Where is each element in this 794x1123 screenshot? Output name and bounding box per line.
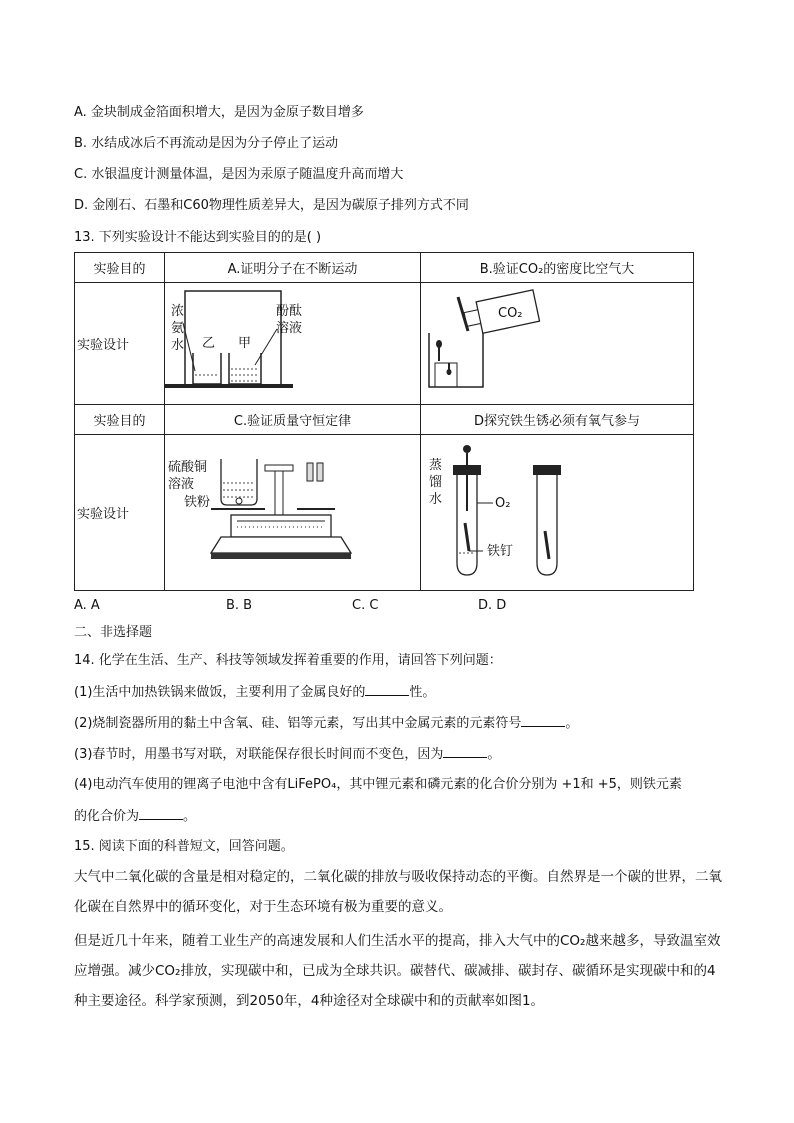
option-c-title: C.验证质量守恒定律 (165, 405, 421, 435)
label-iron-nail: 铁钉 (487, 544, 514, 559)
q14-part-3 (74, 745, 500, 764)
figure-b (421, 283, 693, 404)
q15-stem: 15. 阅读下面的科普短文，回答问题。 (74, 839, 294, 854)
q13-option-c: C. C (352, 598, 379, 613)
q15-paragraph-2: 但是近几十年来，随着工业生产的高速发展和人们生活水平的提高，排入大气中的CO₂越来越多，导致温室效应增强。减少CO₂排放，实现碳中和，已成为全球共识。碳替代、碳减排、碳封存、碳循环是实现碳中和的4种主要途径。科学家预测，到2050年，4种途径对全球碳中和的贡献率如图1。 (74, 933, 721, 1009)
q14-p4-line2: 的化合价为 (74, 809, 140, 824)
q13-option-d: D. D (478, 598, 507, 613)
answer-blank-2[interactable] (521, 714, 565, 727)
figure-c (165, 435, 420, 590)
q12-option-d: D. 金刚石、石墨和C60物理性质差异大，是因为碳原子排列方式不同 (74, 198, 469, 213)
section-title: 二、非选择题 (74, 625, 153, 640)
q14-p4-end: 。 (183, 809, 197, 824)
label-beaker-yi: 乙 (202, 336, 216, 351)
q13-stem: 13. 下列实验设计不能达到实验目的的是( ) (74, 230, 322, 245)
q14-p3-end: 。 (487, 747, 501, 762)
figure-d-cell (421, 435, 694, 591)
q13-option-a: A. A (74, 598, 100, 613)
option-d-title: D探究铁生锈必须有氧气参与 (421, 405, 694, 435)
experiment-table (74, 252, 694, 591)
answer-blank-1[interactable] (365, 683, 409, 696)
q12-option-a: A. 金块制成金箔面积增大，是因为金原子数目增多 (74, 105, 364, 120)
q14-stem: 14. 化学在生活、生产、科技等领域发挥着重要的作用，请回答下列问题： (74, 653, 502, 668)
figure-a (165, 283, 420, 404)
label-ammonia: 浓氨水 (171, 304, 185, 353)
q14-part-4-cont (74, 807, 196, 826)
label-phenolphthalein: 酚酞溶液 (276, 304, 303, 336)
design-label: 实验设计 (75, 283, 165, 405)
figure-c-cell (165, 435, 421, 591)
label-co2-bottle: CO₂ (498, 306, 523, 321)
q15-paragraph-1: 大气中二氧化碳的含量是相对稳定的，二氧化碳的排放与吸收保持动态的平衡。自然界是一个碳的世界，二氧化碳在自然界中的循环变化，对于生态环境有极为重要的意义。 (74, 869, 722, 915)
purpose-label-2: 实验目的 (75, 405, 165, 435)
figure-b-cell (421, 283, 694, 405)
answer-blank-3[interactable] (443, 745, 487, 758)
q12-option-b: B. 水结成冰后不再流动是因为分子停止了运动 (74, 136, 339, 151)
answer-blank-4[interactable] (139, 807, 183, 820)
option-a-title: A.证明分子在不断运动 (165, 253, 421, 283)
label-copper-sulfate: 硫酸铜溶液 (168, 460, 208, 492)
option-b-title: B.验证CO₂的密度比空气大 (421, 253, 694, 283)
design-label-2: 实验设计 (75, 435, 165, 591)
q14-p2-end: 。 (565, 716, 579, 731)
co2-pouring-diagram (421, 283, 693, 404)
q14-p1-text: (1)生活中加热铁锅来做饭，主要利用了金属良好的 (74, 685, 366, 700)
q14-part-4 (74, 776, 682, 794)
q14-part-2 (74, 714, 578, 733)
label-distilled-water: 蒸馏水 (429, 458, 443, 507)
figure-d (421, 435, 693, 590)
q14-part-1 (74, 683, 435, 702)
q14-p1-end: 性。 (409, 685, 436, 700)
label-oxygen: O₂ (495, 496, 511, 511)
q14-p2-text: (2)烧制瓷器所用的黏土中含氧、硅、铝等元素，写出其中金属元素的元素符号 (74, 716, 522, 731)
q12-option-c: C. 水银温度计测量体温，是因为汞原子随温度升高而增大 (74, 167, 404, 182)
q13-option-b: B. B (226, 598, 253, 613)
label-iron-powder: 铁粉 (184, 495, 211, 510)
q14-p4-text: (4)电动汽车使用的锂离子电池中含有LiFePO₄，其中锂元素和磷元素的化合价分别为 +1和 +5，则铁元素 (74, 777, 682, 792)
label-beaker-jia: 甲 (238, 336, 252, 351)
iron-rust-diagram (421, 435, 693, 590)
q14-p3-text: (3)春节时，用墨书写对联，对联能保存很长时间而不变色，因为 (74, 747, 444, 762)
figure-a-cell (165, 283, 421, 405)
purpose-label: 实验目的 (75, 253, 165, 283)
